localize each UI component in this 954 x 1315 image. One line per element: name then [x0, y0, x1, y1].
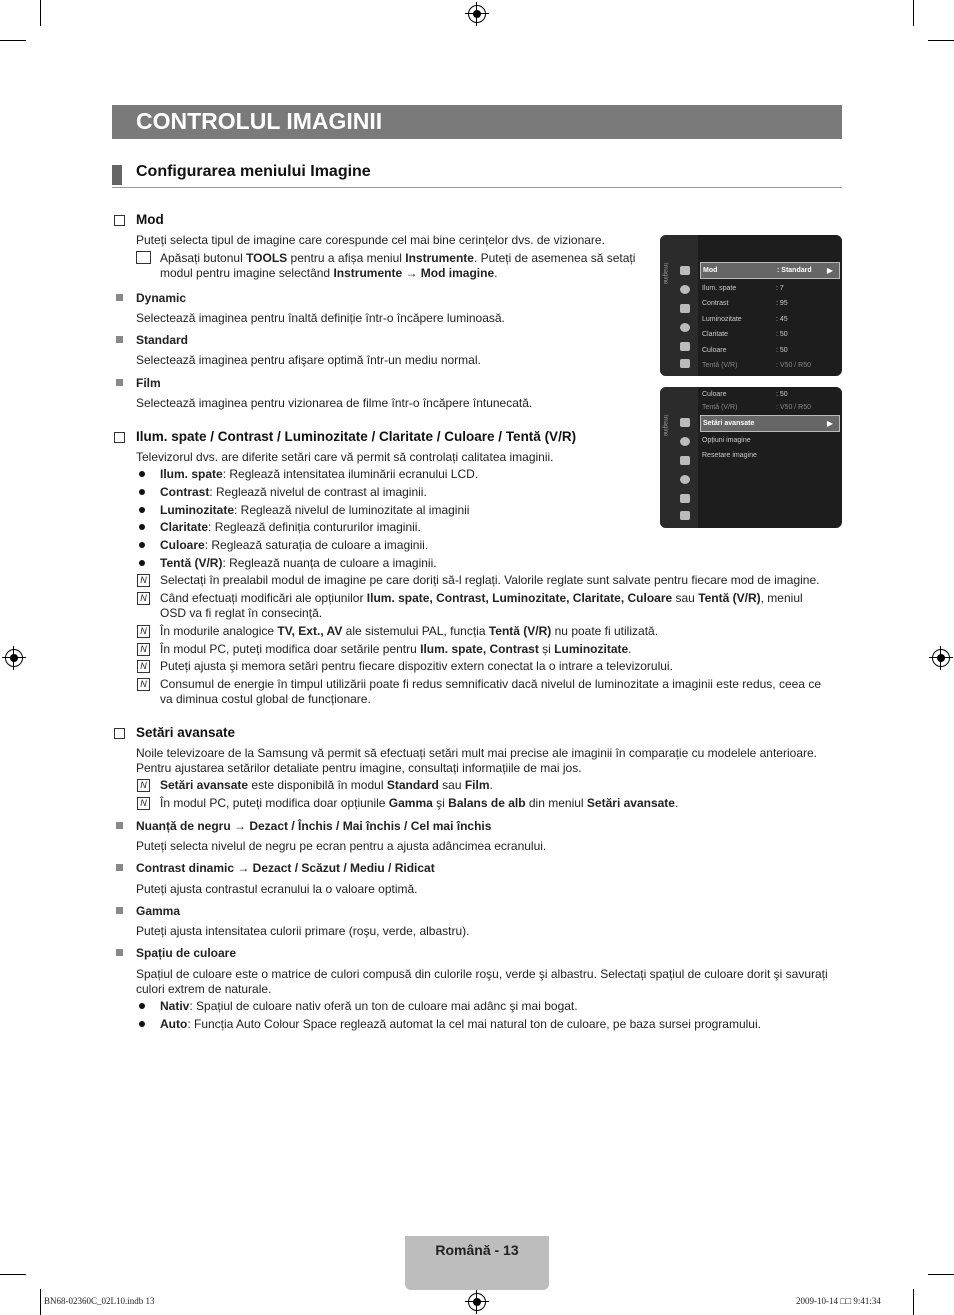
osd-row: Luminozitate : 45 — [702, 316, 788, 323]
registration-mark-icon — [932, 649, 950, 667]
ilum-bullet: Luminozitate: Reglează nivelul de luminozitate al imaginii — [160, 503, 470, 517]
setup-icon — [680, 323, 690, 332]
crop-mark — [913, 0, 914, 26]
osd-side-label: Imagine — [662, 263, 668, 285]
bullet-dot — [139, 560, 145, 566]
section-heading-bar — [112, 163, 842, 188]
ilum-note: Consumul de energie în timpul utilizării poate fi redus semnificativ dacă nivelul de luminozitate a imaginii este redus, ceea ce — [160, 677, 822, 691]
adv-item-name: Contrast dinamic → Dezact / Scăzut / Mediu / Ridicat — [136, 861, 435, 875]
note-icon: N — [137, 574, 150, 587]
ilum-note: Selectați în prealabil modul de imagine pe care doriți să-l reglați. Valorile reglate sunt salvate pentru fiecare mod de imagine. — [160, 573, 820, 587]
osd-row-selected: Mod : Standard ▶ — [700, 262, 840, 279]
tools-icon — [136, 251, 151, 264]
osd-menu-screenshot — [660, 235, 842, 376]
adv-item-desc: Puteți ajusta contrastul ecranului la o valoare optimă. — [136, 882, 418, 896]
ilum-heading: Ilum. spate / Contrast / Luminozitate / Claritate / Culoare / Tentă (V/R) — [136, 429, 577, 444]
ilum-bullet: Contrast: Reglează nivelul de contrast al imaginii. — [160, 485, 427, 499]
ilum-bullet: Tentă (V/R): Reglează nuanța de culoare a imaginii. — [160, 556, 437, 570]
osd-sidebar — [660, 387, 698, 528]
checkbox-bullet-icon — [114, 728, 125, 739]
square-bullet — [116, 294, 123, 301]
checkbox-bullet-icon — [114, 215, 125, 226]
osd-sidebar — [660, 235, 698, 376]
crop-mark — [928, 40, 954, 41]
square-bullet — [116, 864, 123, 871]
channel-icon — [680, 304, 690, 313]
bullet-dot — [139, 1003, 145, 1009]
crop-mark — [913, 1289, 914, 1315]
note-icon: N — [137, 797, 150, 810]
osd-row: Contrast : 95 — [702, 300, 788, 307]
bullet-dot — [139, 489, 145, 495]
crop-mark — [928, 1274, 954, 1275]
note-icon: N — [137, 660, 150, 673]
ilum-note: Când efectuați modificări ale opțiunilor Ilum. spate, Contrast, Luminozitate, Claritate, Culoare sau Tentă (V/R), meniul — [160, 591, 803, 605]
adv-note: În modul PC, puteți modifica doar opțiunile Gamma şi Balans de alb din meniul Setări avansate. — [160, 796, 679, 810]
ilum-note: În modurile analogice TV, Ext., AV ale sistemului PAL, funcția Tentă (V/R) nu poate fi utilizată. — [160, 624, 659, 638]
heading-marker — [112, 165, 122, 185]
registration-mark-icon — [468, 1293, 486, 1311]
mod-heading: Mod — [136, 212, 164, 227]
note-icon: N — [137, 678, 150, 691]
sound-icon — [680, 285, 690, 294]
setup-icon — [680, 475, 690, 484]
square-bullet — [116, 907, 123, 914]
channel-icon — [680, 456, 690, 465]
note-icon: N — [137, 779, 150, 792]
ilum-note: Puteți ajusta şi memora setări pentru fiecare dispozitiv extern conectat la o intrare a televizorului. — [160, 659, 673, 673]
crop-mark — [40, 0, 41, 26]
note-icon: N — [137, 625, 150, 638]
page-title-bar — [112, 105, 842, 139]
bullet-dot — [139, 542, 145, 548]
note-icon: N — [137, 592, 150, 605]
adv-note: Setări avansate este disponibilă în modul Standard sau Film. — [160, 778, 493, 792]
osd-row: Opțiuni imagine — [702, 437, 751, 444]
osd-row: Tentă (V/R) : V50 / R50 — [702, 404, 812, 411]
checkbox-bullet-icon — [114, 432, 125, 443]
registration-mark-icon — [468, 5, 486, 23]
bullet-dot — [139, 507, 145, 513]
page-number: Română - 13 — [435, 1242, 519, 1258]
square-bullet — [116, 822, 123, 829]
square-bullet — [116, 336, 123, 343]
arrow-right-icon: ▶ — [826, 419, 833, 428]
adv-intro-cont: Pentru ajustarea setărilor detaliate pentru imagine, consultați informațiile de mai jos. — [136, 761, 582, 775]
osd-row-selected: Setări avansate ▶ — [700, 415, 840, 432]
osd-row: Ilum. spate : 7 — [702, 285, 784, 292]
adv-item-desc: Puteți selecta nivelul de negru pe ecran pentru a ajusta adâncimea ecranului. — [136, 839, 547, 853]
input-icon — [680, 342, 690, 351]
mod-item-name: Film — [136, 376, 161, 390]
mod-tools-line2: modul pentru imagine selectând Instrumente → Mod imagine. — [160, 266, 498, 280]
colorspace-bullet: Nativ: Spațiul de culoare nativ oferă un ton de culoare mai adânc şi mai bogat. — [160, 999, 578, 1013]
osd-row: Culoare : 50 — [702, 391, 788, 398]
crop-mark — [0, 1274, 26, 1275]
mod-item-name: Standard — [136, 333, 189, 347]
osd-row: Culoare : 50 — [702, 347, 788, 354]
section-heading: Configurarea meniului Imagine — [136, 163, 371, 180]
ilum-note-cont: va diminua costul global de funcționare. — [160, 692, 371, 706]
mod-item-desc: Selectează imaginea pentru înaltă definiție într-o încăpere luminoasă. — [136, 311, 505, 325]
arrow-right-icon: ▶ — [826, 266, 833, 275]
adv-heading: Setări avansate — [136, 725, 236, 740]
mod-tools-line1: Apăsați butonul TOOLS pentru a afișa meniul Instrumente. Puteți de asemenea să setați — [160, 251, 636, 265]
colorspace-bullet: Auto: Funcția Auto Colour Space reglează automat la cel mai natural ton de culoare, pe baza sursei programului. — [160, 1017, 761, 1031]
crop-mark — [40, 1289, 41, 1315]
page-number-tab — [405, 1236, 549, 1290]
square-bullet — [116, 949, 123, 956]
adv-item-desc: Spațiul de culoare este o matrice de culori compusă din culorile roşu, verde şi albastru. Selectați spațiul de culoare dorit şi savurați — [136, 967, 828, 981]
square-bullet — [116, 379, 123, 386]
note-icon: N — [137, 643, 150, 656]
bullet-dot — [139, 471, 145, 477]
osd-row: Resetare imagine — [702, 452, 757, 459]
picture-icon — [680, 266, 690, 275]
picture-icon — [680, 418, 690, 427]
adv-item-desc-cont: culori extrem de naturale. — [136, 982, 272, 996]
bullet-dot — [139, 524, 145, 530]
ilum-bullet: Claritate: Reglează definiția contururilor imaginii. — [160, 520, 421, 534]
footer-file-info: BN68-02360C_02L10.indb 13 — [44, 1296, 155, 1306]
osd-side-label: Imagine — [662, 415, 668, 437]
application-icon — [680, 359, 690, 368]
adv-item-name: Gamma — [136, 904, 181, 918]
adv-item-name: Spațiu de culoare — [136, 946, 237, 960]
osd-row: Claritate : 50 — [702, 331, 788, 338]
adv-intro: Noile televizoare de la Samsung vă permit să efectuați setări mult mai precise ale imaginii în comparație cu modelele anterioare. — [136, 746, 817, 760]
ilum-bullet: Culoare: Reglează saturația de culoare a imaginii. — [160, 538, 429, 552]
ilum-bullet: Ilum. spate: Reglează intensitatea iluminării ecranului LCD. — [160, 467, 479, 481]
application-icon — [680, 511, 690, 520]
sound-icon — [680, 437, 690, 446]
page-title: CONTROLUL IMAGINII — [136, 108, 383, 134]
input-icon — [680, 494, 690, 503]
mod-item-desc: Selectează imaginea pentru vizionarea de filme într-o încăpere întunecată. — [136, 396, 533, 410]
bullet-dot — [139, 1021, 145, 1027]
mod-intro: Puteți selecta tipul de imagine care corespunde cel mai bine cerințelor dvs. de vizionare. — [136, 233, 605, 247]
adv-item-name: Nuanță de negru → Dezact / Închis / Mai închis / Cel mai închis — [136, 819, 492, 833]
mod-item-name: Dynamic — [136, 291, 187, 305]
ilum-intro: Televizorul dvs. are diferite setări care vă permit să controlați calitatea imaginii. — [136, 450, 554, 464]
osd-menu-screenshot — [660, 387, 842, 528]
ilum-note: În modul PC, puteți modifica doar setările pentru Ilum. spate, Contrast și Luminozitate. — [160, 642, 632, 656]
registration-mark-icon — [5, 649, 23, 667]
mod-item-desc: Selectează imaginea pentru afişare optimă într-un mediu normal. — [136, 353, 481, 367]
ilum-note-cont: OSD va fi reglat în consecință. — [160, 606, 323, 620]
footer-timestamp: 2009-10-14 □□ 9:41:34 — [796, 1296, 881, 1306]
crop-mark — [0, 40, 26, 41]
osd-row: Tentă (V/R) : V50 / R50 — [702, 362, 812, 369]
adv-item-desc: Puteți ajusta intensitatea culorii primare (roşu, verde, albastru). — [136, 924, 470, 938]
